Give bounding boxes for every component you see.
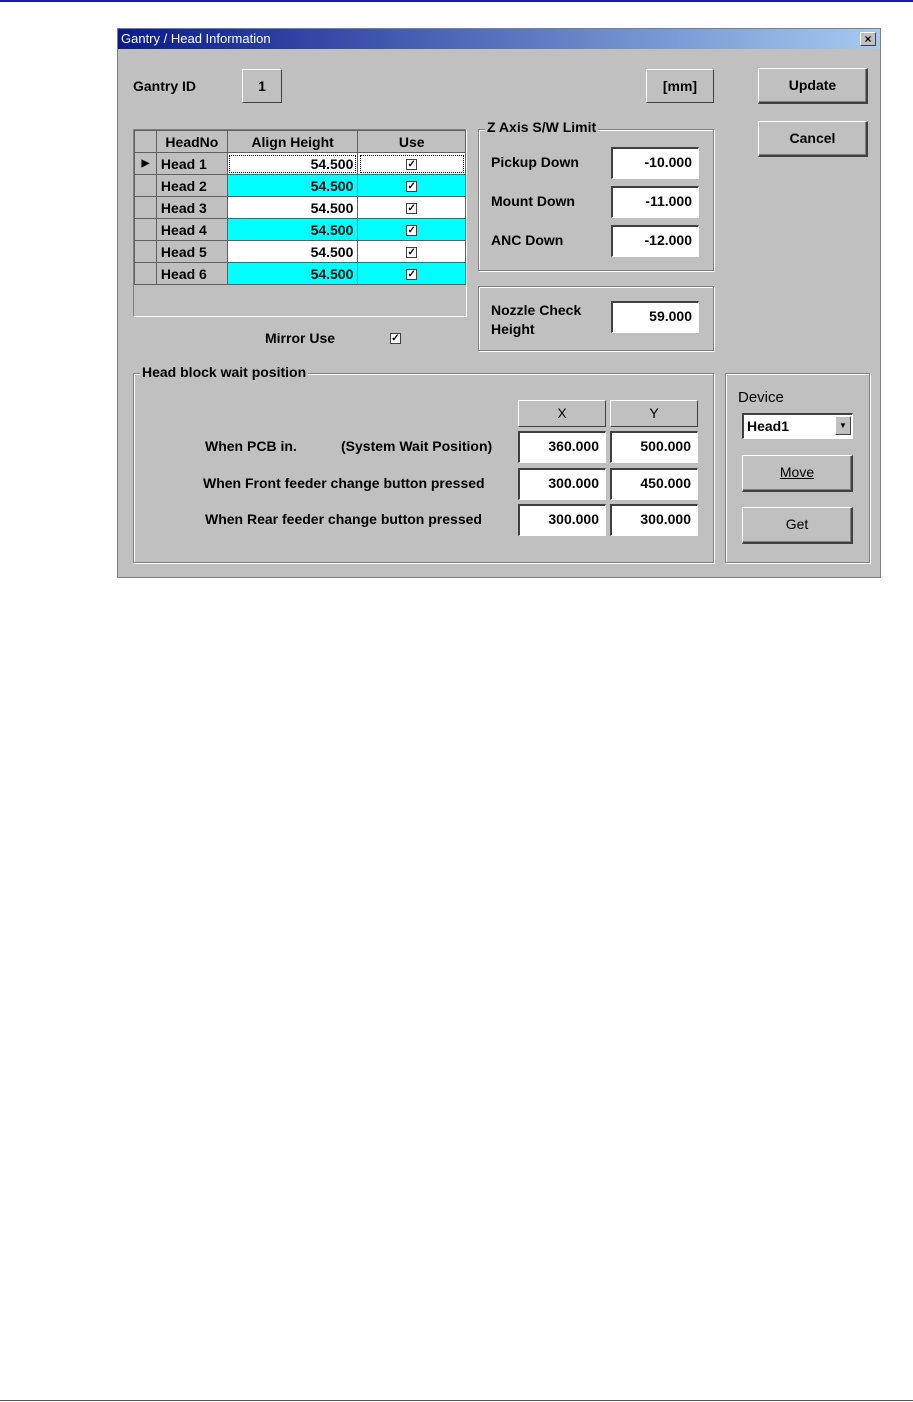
align-height-cell[interactable]: 54.500 (227, 197, 358, 219)
row-header (135, 219, 157, 241)
row-header (135, 241, 157, 263)
chevron-down-icon[interactable]: ▼ (835, 416, 851, 435)
anc-down-field[interactable]: -12.000 (611, 225, 699, 257)
table-row[interactable] (135, 197, 466, 219)
device-selected-value: Head1 (747, 418, 790, 434)
mirror-use-label: Mirror Use (265, 330, 336, 346)
table-row[interactable] (135, 219, 466, 241)
rear-feeder-x-field[interactable]: 300.000 (518, 504, 606, 536)
row-header (135, 263, 157, 285)
grid-corner (135, 131, 157, 153)
align-height-cell[interactable]: 54.500 (227, 175, 358, 197)
use-checkbox[interactable]: ✓ (407, 181, 416, 193)
rear-feeder-y-field[interactable]: 300.000 (610, 504, 698, 536)
use-cell[interactable] (358, 153, 466, 175)
align-height-cell[interactable]: 54.500 (227, 219, 358, 241)
header-headno[interactable]: HeadNo (156, 131, 227, 153)
head-name[interactable]: Head 5 (156, 241, 227, 263)
mirror-use-checkbox[interactable]: ✓ (391, 333, 400, 344)
system-wait-position-label: (System Wait Position) (341, 438, 493, 454)
header-use[interactable]: Use (358, 131, 466, 153)
page-top-rule (0, 0, 913, 2)
pcb-in-y-field[interactable]: 500.000 (610, 431, 698, 463)
row-indicator-icon: ▶ (135, 153, 157, 175)
gantry-head-dialog (117, 28, 881, 578)
row-header (135, 197, 157, 219)
use-cell[interactable] (358, 175, 466, 197)
head-grid[interactable] (133, 129, 467, 317)
grid-header-row (135, 131, 466, 153)
unit-label: [mm] (646, 69, 714, 103)
use-checkbox[interactable]: ✓ (407, 225, 416, 237)
row-header (135, 175, 157, 197)
use-cell[interactable] (358, 241, 466, 263)
wait-position-title: Head block wait position (142, 364, 307, 380)
use-cell[interactable] (358, 197, 466, 219)
head-name[interactable]: Head 1 (156, 153, 227, 175)
rear-feeder-label: When Rear feeder change button pressed (205, 511, 482, 527)
get-button[interactable] (742, 507, 853, 544)
align-height-cell[interactable]: 54.500 (227, 263, 358, 285)
use-checkbox[interactable]: ✓ (407, 203, 416, 215)
table-row[interactable] (135, 241, 466, 263)
use-checkbox[interactable]: ✓ (407, 269, 416, 281)
x-column-header: X (518, 400, 606, 427)
nozzle-check-height-field[interactable]: 59.000 (611, 301, 699, 333)
nozzle-check-label-line1: Nozzle Check (491, 302, 582, 318)
y-column-header: Y (610, 400, 698, 427)
use-checkbox[interactable]: ✓ (407, 247, 416, 259)
front-feeder-y-field[interactable]: 450.000 (610, 468, 698, 500)
gantry-id-label: Gantry ID (133, 78, 197, 94)
get-button-label: Get (785, 516, 809, 532)
use-cell[interactable] (358, 219, 466, 241)
pickup-down-field[interactable]: -10.000 (611, 147, 699, 179)
pcb-in-label: When PCB in. (205, 438, 297, 454)
table-row[interactable] (135, 153, 466, 175)
table-row[interactable] (135, 263, 466, 285)
head-name[interactable]: Head 4 (156, 219, 227, 241)
use-cell[interactable] (358, 263, 466, 285)
device-label: Device (738, 389, 784, 406)
header-align-height[interactable]: Align Height (227, 131, 358, 153)
pickup-down-label: Pickup Down (491, 154, 579, 170)
mount-down-label: Mount Down (491, 193, 575, 209)
close-button[interactable]: × (860, 32, 876, 46)
align-height-cell[interactable]: 54.500 (227, 241, 358, 263)
update-button[interactable]: Update (758, 68, 868, 104)
align-height-cell[interactable]: 54.500 (227, 153, 358, 175)
front-feeder-x-field[interactable]: 300.000 (518, 468, 606, 500)
front-feeder-label: When Front feeder change button pressed (203, 475, 485, 491)
z-axis-group-title: Z Axis S/W Limit (487, 119, 597, 135)
head-name[interactable]: Head 6 (156, 263, 227, 285)
anc-down-label: ANC Down (491, 232, 564, 248)
page-bottom-rule (0, 1400, 913, 1401)
cancel-button[interactable]: Cancel (758, 121, 868, 157)
head-name[interactable]: Head 3 (156, 197, 227, 219)
move-button[interactable] (742, 455, 853, 492)
pcb-in-x-field[interactable]: 360.000 (518, 431, 606, 463)
move-button-label: Move (779, 464, 815, 480)
device-select[interactable] (742, 413, 853, 439)
head-name[interactable]: Head 2 (156, 175, 227, 197)
use-checkbox[interactable]: ✓ (407, 159, 416, 171)
window-title: Gantry / Head Information (121, 31, 271, 46)
table-row[interactable] (135, 175, 466, 197)
mount-down-field[interactable]: -11.000 (611, 186, 699, 218)
gantry-id-value: 1 (242, 69, 282, 103)
nozzle-check-label-line2: Height (491, 321, 535, 337)
title-bar (118, 29, 880, 49)
